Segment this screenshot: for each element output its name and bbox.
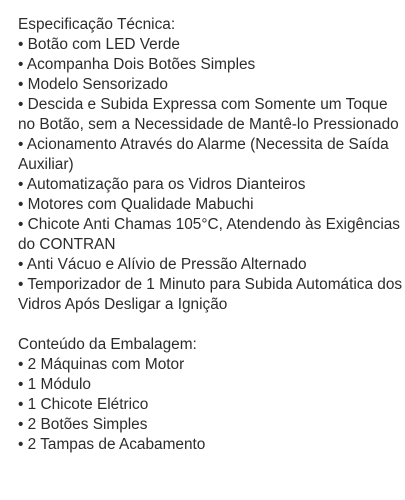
list-item-text: 2 Botões Simples (27, 416, 148, 433)
list-item (18, 55, 403, 75)
section-spacer (18, 315, 403, 335)
list-item (18, 395, 403, 415)
bullet: • (18, 76, 24, 93)
list-item-text: Temporizador de 1 Minuto para Subida Automática dos Vidros Após Desligar a Ignição (18, 276, 403, 313)
list-item (18, 195, 403, 215)
contents-heading: Conteúdo da Embalagem: (18, 336, 197, 353)
list-item-text: Automatização para os Vidros Dianteiros (26, 176, 306, 193)
bullet: • (18, 136, 24, 153)
bullet: • (18, 96, 24, 113)
list-item-text: Descida e Subida Expressa com Somente um Toque no Botão, sem a Necessidade de Mantê-lo Pressionado (18, 96, 399, 133)
bullet: • (18, 436, 24, 453)
list-item (18, 275, 403, 315)
bullet: • (18, 56, 24, 73)
bullet: • (18, 396, 24, 413)
list-item (18, 35, 403, 55)
list-item (18, 75, 403, 95)
list-item-text: Acompanha Dois Botões Simples (26, 56, 256, 73)
list-item-text: Acionamento Através do Alarme (Necessita de Saída Auxiliar) (18, 136, 389, 173)
contents-section (18, 335, 403, 455)
list-item (18, 415, 403, 435)
list-item-text: 2 Tampas de Acabamento (27, 436, 206, 453)
list-item-text: Anti Vácuo e Alívio de Pressão Alternado (26, 256, 307, 273)
list-item (18, 375, 403, 395)
list-item-text: Chicote Anti Chamas 105°C, Atendendo às Exigências do CONTRAN (18, 216, 401, 253)
list-item (18, 215, 403, 255)
bullet: • (18, 36, 24, 53)
list-item-text: 1 Módulo (27, 376, 91, 393)
list-item (18, 135, 403, 175)
specs-list (18, 35, 403, 315)
specs-heading: Especificação Técnica: (18, 16, 176, 33)
bullet: • (18, 356, 24, 373)
bullet: • (18, 216, 24, 233)
list-item (18, 95, 403, 135)
bullet: • (18, 196, 24, 213)
list-item-text: Modelo Sensorizado (27, 76, 168, 93)
contents-list (18, 355, 403, 455)
bullet: • (18, 376, 24, 393)
list-item-text: 2 Máquinas com Motor (27, 356, 185, 373)
list-item-text: Botão com LED Verde (27, 36, 180, 53)
bullet: • (18, 276, 24, 293)
product-description (18, 15, 403, 455)
list-item-text: Motores com Qualidade Mabuchi (27, 196, 254, 213)
bullet: • (18, 256, 24, 273)
list-item (18, 255, 403, 275)
bullet: • (18, 416, 24, 433)
specs-section (18, 15, 403, 315)
list-item (18, 435, 403, 455)
list-item (18, 355, 403, 375)
list-item (18, 175, 403, 195)
list-item-text: 1 Chicote Elétrico (27, 396, 149, 413)
bullet: • (18, 176, 24, 193)
